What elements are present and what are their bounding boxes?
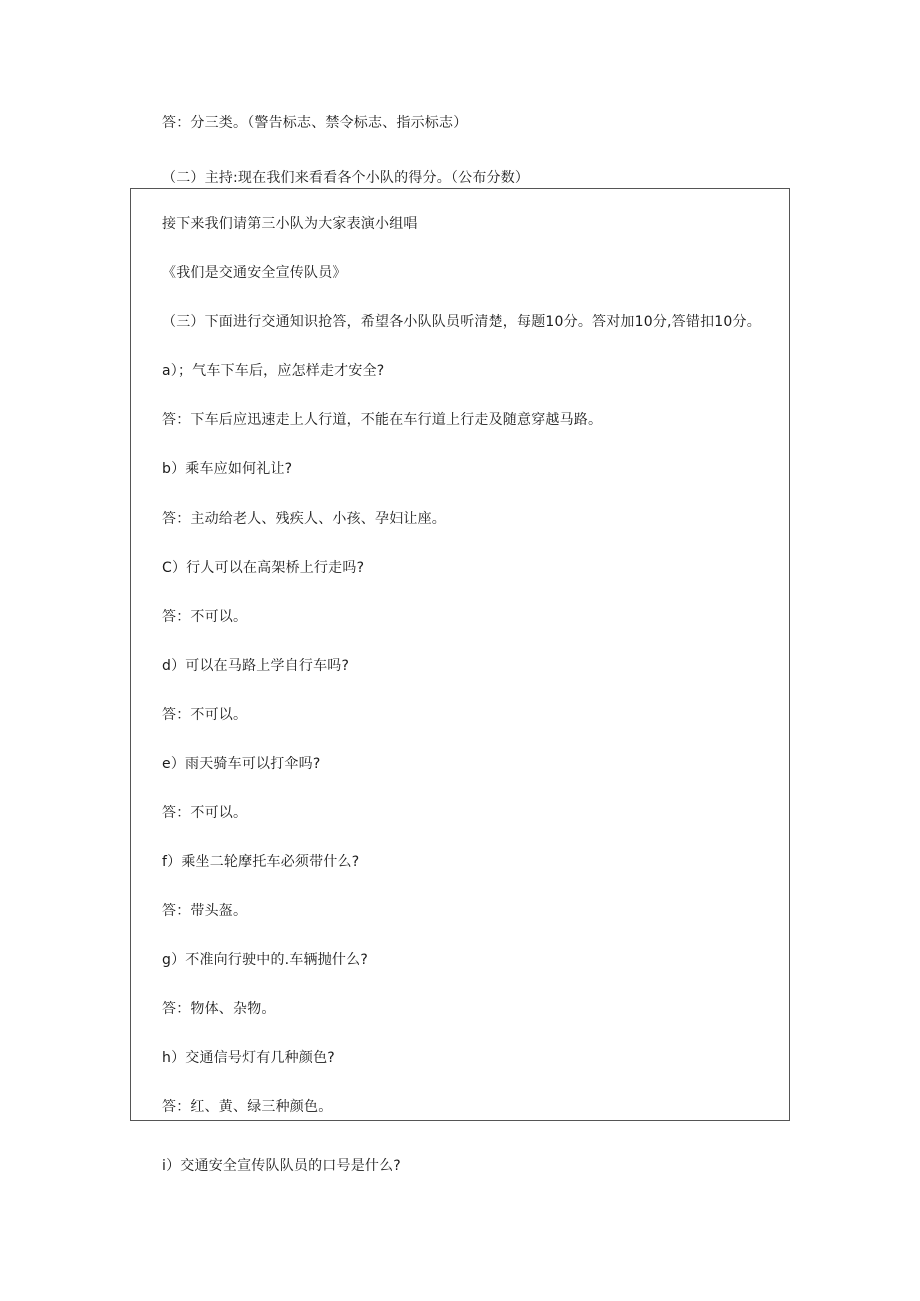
question-f: f）乘坐二轮摩托车必须带什么?: [162, 854, 360, 870]
section-2-host-scores: （二）主持:现在我们来看看各个小队的得分。（公布分数）: [162, 170, 530, 186]
intro-third-team-song: 接下来我们请第三小队为大家表演小组唱: [162, 216, 418, 232]
section-3-quiz-rules: （三）下面进行交通知识抢答，希望各小队队员听清楚，每题10分。答对加10分,答错扣10分。: [162, 314, 761, 330]
question-d: d）可以在马路上学自行车吗?: [162, 658, 350, 674]
answer-a: 答：下车后应迅速走上人行道，不能在车行道上行走及随意穿越马路。: [162, 412, 603, 428]
answer-f: 答：带头盔。: [162, 903, 248, 919]
song-title: 《我们是交通安全宣传队员》: [162, 265, 347, 281]
question-h: h）交通信号灯有几种颜色?: [162, 1050, 335, 1066]
answer-d: 答：不可以。: [162, 707, 248, 723]
question-i: i）交通安全宣传队队员的口号是什么?: [162, 1158, 401, 1174]
answer-b: 答：主动给老人、残疾人、小孩、孕妇让座。: [162, 511, 446, 527]
answer-h: 答：红、黄、绿三种颜色。: [162, 1099, 333, 1115]
answer-e: 答：不可以。: [162, 805, 248, 821]
answer-sign-categories: 答：分三类。（警告标志、禁令标志、指示标志）: [162, 115, 468, 131]
question-g: g）不准向行驶中的.车辆抛什么?: [162, 952, 368, 968]
question-a: a）；气车下车后，应怎样走才安全?: [162, 363, 385, 379]
answer-g: 答：物体、杂物。: [162, 1001, 276, 1017]
question-b: b）乘车应如何礼让?: [162, 461, 293, 477]
question-c: C）行人可以在高架桥上行走吗?: [162, 560, 365, 576]
question-e: e）雨天骑车可以打伞吗?: [162, 756, 321, 772]
answer-c: 答：不可以。: [162, 609, 248, 625]
